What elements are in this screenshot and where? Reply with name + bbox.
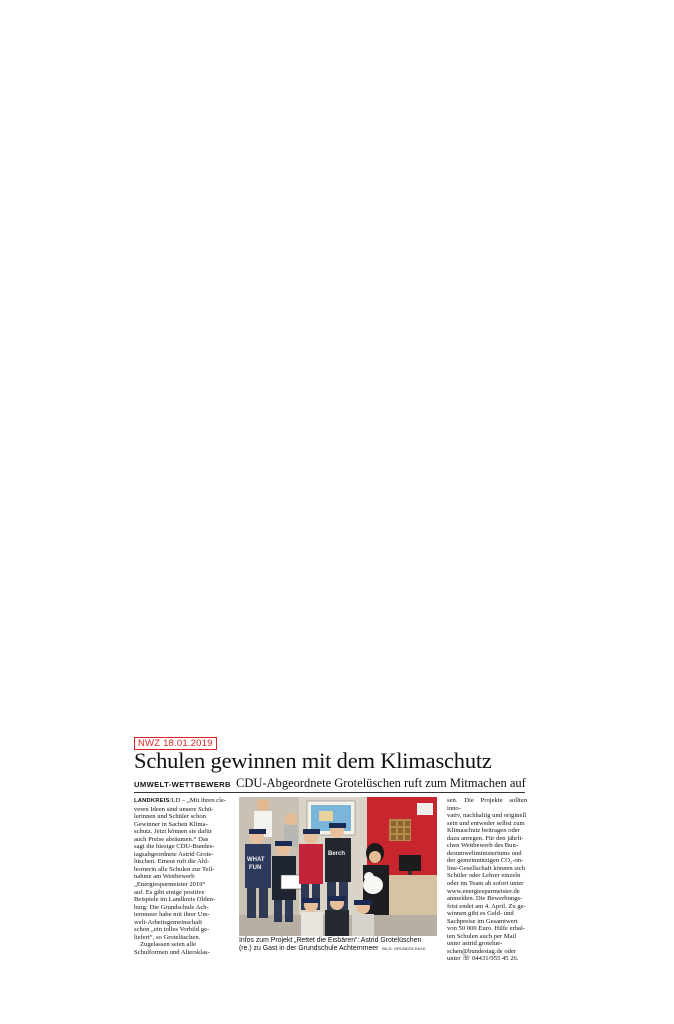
left-column-paragraph-2 [134, 941, 231, 956]
right-text-line: unter astrid.grotelue- [447, 940, 503, 948]
left-text-line: schutz. Jetzt können sie dafür [134, 828, 212, 836]
left-column-paragraph-1 [134, 797, 231, 941]
right-text-line: von 50 000 Euro. Hilfe erhal- [447, 925, 526, 933]
left-text-line: veren Ideen sind unsere Schü- [134, 805, 214, 813]
headline-rule [134, 792, 525, 793]
left-text-line: ternmeer habe mit ihrer Um- [134, 911, 210, 919]
article-column-right [447, 797, 527, 963]
right-text-line: sen. Die Projekte sollten inno- [447, 797, 527, 812]
photo-caption [239, 937, 439, 953]
right-text-line: desumweltministeriums und [447, 849, 522, 857]
byline: /LD – „Mit ihren cle- [169, 797, 227, 804]
article-photo [239, 797, 437, 936]
right-text-line: dazu anregen. Für den jährli- [447, 834, 524, 842]
left-text-line: Beispiele im Landkreis Olden- [134, 896, 216, 904]
left-text-line: auf. Es gibt einige positive [134, 888, 205, 896]
left2-text-line: Schulformen und Altersklas- [134, 948, 210, 956]
article-subheadline: CDU-Abgeordnete Grotelüschen ruft zum Mitmachen auf [236, 776, 526, 790]
right-text-line: www.energiesparmeister.de [447, 887, 520, 895]
left-text-line: tagsabgeordnete Astrid Grote- [134, 850, 214, 858]
left-text-line: „Energiesparmeister 2019“ [134, 881, 206, 889]
right-text-line: chen Wettbewerb des Bun- [447, 842, 518, 850]
right-text-line: anmelden. Die Bewerbungs- [447, 895, 523, 903]
left-text-line: lerinnen und Schüler schon [134, 813, 206, 821]
caption-line-2-wrap [239, 945, 439, 953]
left-text-line: lüschen. Erneut ruft die Ahl- [134, 858, 210, 866]
right-text-line: vativ, nachhaltig und originell [447, 812, 527, 820]
left-text-line: auch Preise abräumen.“ Das [134, 835, 209, 843]
left-text-line: nahme am Wettbewerb [134, 873, 195, 881]
left-text-line: sagt die hiesige CDU-Bundes- [134, 843, 215, 851]
left-text-line: hornerin alle Schulen zur Teil- [134, 865, 215, 873]
shirt-print-c: Berch [328, 851, 346, 857]
right-text-line: ten Schulen auch per Mail [447, 932, 517, 940]
right-text-line: Schüler oder Lehrer einzeln [447, 872, 521, 880]
left2-text-line: Zugelassen seien alle [140, 941, 197, 949]
left-text-line: schon „ein tolles Vorbild ge- [134, 926, 210, 934]
left-text-line: Gewinner in Sachen Klima- [134, 820, 208, 828]
right-text-line: winnen gibt es Geld- und [447, 910, 514, 918]
article-headline: Schulen gewinnen mit dem Klimaschutz [134, 748, 492, 773]
dateline: LANDKREIS [134, 798, 170, 804]
shirt-print-b: FUN [249, 865, 262, 871]
left-text-line: welt-Arbeitsgemeinschaft [134, 918, 203, 926]
right-text-line: der gemeinnützigen CO₂-on- [447, 857, 524, 865]
left-text-line: liefert“, so Grotelüschen. [134, 933, 201, 941]
right-text-line: oder im Team ab sofort unter [447, 880, 524, 888]
article-kicker: UMWELT-WETTBEWERB [134, 780, 231, 789]
caption-line-1: Infos zum Projekt „Rettet die Eisbären“: Astrid Grotelüschen [239, 937, 422, 944]
right-text-line: sein und entweder selbst zum [447, 819, 525, 827]
right-text-line: schen@bundestag.de oder [447, 947, 517, 955]
shirt-print-a: WHAT [247, 857, 265, 863]
right-text-line: Sachpreise im Gesamtwert [447, 917, 518, 925]
source-date-stamp: NWZ 18.01.2019 [134, 737, 217, 750]
right-text-line: line-Gesellschaft können sich [447, 864, 526, 872]
left-text-line: burg: Die Grundschule Ach- [134, 903, 209, 911]
article-column-left [134, 797, 231, 956]
right-text-line: Klimaschutz beitragen oder [447, 827, 520, 835]
photo-credit: BILD: GRUNDSCHULE [382, 947, 426, 952]
caption-line-2: (re.) zu Gast in der Grundschule Achternmeer [239, 945, 379, 953]
right-text-line: frist endet am 4. April. Zu ge- [447, 902, 526, 910]
right-text-line: unter ☏ 04431/955 45 26. [447, 955, 519, 963]
